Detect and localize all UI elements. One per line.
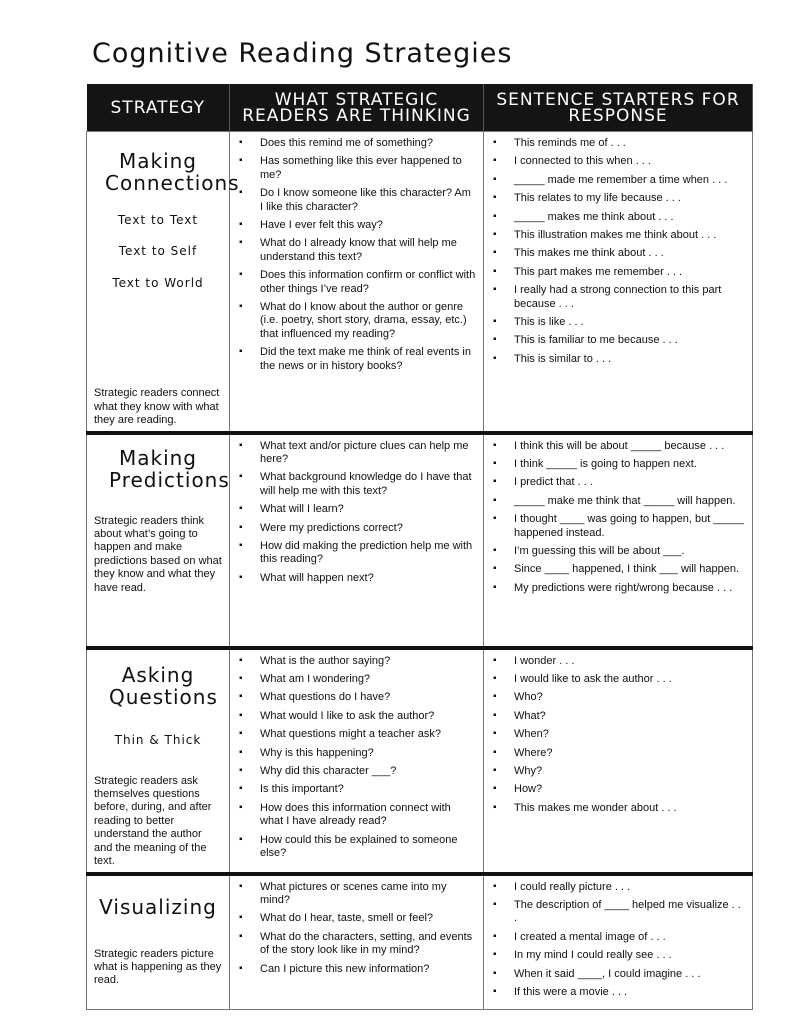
strategy-description: Strategic readers connect what they know with what they are reading. [94,387,220,427]
list-item: ▪ This relates to my life because . . . [493,192,745,205]
section-row-connections [87,132,753,433]
list-item: ▪ How does this information connect with what I have already read? [239,802,476,829]
list-item: ▪ This makes me wonder about . . . [493,802,745,815]
list-item: ▪ What pictures or scenes came into my mind? [239,881,476,908]
strategy-cell [87,132,240,433]
thinking-cell [230,874,484,1010]
strategy-name: Visualizing [99,894,217,919]
list-item: ▪ This illustration makes me think about . . . [493,229,745,242]
list-item: ▪ I think this will be about _____ because . . . [493,440,745,453]
list-item: ▪ Why is this happening? [239,747,476,760]
section-row-visualizing [87,874,753,1010]
strategy-name: Making Predictions [109,445,230,492]
list-item: ▪ When it said ____, I could imagine . . . [493,968,745,981]
list-item: ▪ _____ make me think that _____ will happen. [493,495,745,508]
page-title: Cognitive Reading Strategies [92,38,513,69]
list-item: ▪ I predict that . . . [493,476,745,489]
list-item: ▪ This reminds me of . . . [493,137,745,150]
strategy-cell [87,874,230,1010]
list-item: ▪ What text and/or picture clues can help me here? [239,440,476,467]
list-item: ▪ What would I like to ask the author? [239,710,476,723]
list-item: ▪ Can I picture this new information? [239,963,476,976]
list-item: ▪ Why did this character ___? [239,765,476,778]
thinking-list [231,436,482,595]
strategy-description: Strategic readers ask themselves questions before, during, and after reading to better understand the author and the meaning of the text. [94,774,212,868]
list-item: ▪ What am I wondering? [239,673,476,686]
thinking-list [231,133,482,382]
strategy-subtype: Thin & Thick [114,732,202,747]
list-item: ▪ I wonder . . . [493,655,745,668]
strategy-subtype: Text to Text [117,213,199,227]
starters-cell [484,648,753,874]
section-row-questions [87,648,753,874]
strategy-subtype: Text to World [112,275,204,290]
list-item: ▪ What background knowledge do I have that will help me with this text? [239,471,476,498]
list-item: ▪ What questions might a teacher ask? [239,728,476,741]
list-item: ▪ This makes me think about . . . [493,247,745,260]
list-item: ▪ Has something like this ever happened to me? [239,155,476,182]
starters-list [485,651,751,825]
list-item: ▪ When? [493,728,745,741]
list-item: ▪ How could this be explained to someone else? [239,834,476,861]
strategy-name: Asking Questions [109,662,218,709]
list-item: ▪ _____ made me remember a time when . . . [493,174,745,187]
list-item: ▪ If this were a movie . . . [493,986,745,999]
list-item: ▪ Do I know someone like this character? Am I like this character? [239,187,476,214]
header-row [87,84,753,132]
list-item: ▪ In my mind I could really see . . . [493,949,745,962]
list-item: ▪ Who? [493,691,745,704]
list-item: ▪ What do I already know that will help me understand this text? [239,237,476,264]
thinking-cell [230,132,484,433]
list-item: ▪ Why? [493,765,745,778]
thinking-cell [230,648,484,874]
list-item: ▪ I connected to this when . . . [493,155,745,168]
list-item: ▪ This part makes me remember . . . [493,266,745,279]
starters-list [485,877,751,1009]
list-item: ▪ Does this remind me of something? [239,137,476,150]
list-item: ▪ What is the author saying? [239,655,476,668]
strategy-cell [87,648,230,874]
list-item: ▪ How? [493,783,745,796]
list-item: ▪ My predictions were right/wrong because . . . [493,582,745,595]
list-item: ▪ This is like . . . [493,316,745,329]
list-item: ▪ What will happen next? [239,572,476,585]
header-starters: SENTENCE STARTERS FOR RESPONSE [484,84,753,132]
list-item: ▪ What do I hear, taste, smell or feel? [239,912,476,925]
strategy-name: Making Connections [105,149,240,195]
strategy-description: Strategic readers think about what’s going to happen and make predictions based on what they know and what they have read. [94,514,222,594]
thinking-cell [230,433,484,648]
list-item: ▪ I would like to ask the author . . . [493,673,745,686]
strategy-description: Strategic readers picture what is happening as they read. [94,947,222,987]
list-item: ▪ Have I ever felt this way? [239,219,476,232]
starters-list [485,133,751,375]
list-item: ▪ I could really picture . . . [493,881,745,894]
list-item: ▪ The description of ____ helped me visualize . . . [493,899,745,926]
header-strategy: STRATEGY [87,84,230,132]
thinking-list [231,877,482,985]
starters-list [485,436,751,605]
list-item: ▪ _____ makes me think about . . . [493,211,745,224]
strategy-subtype: Text to Self [118,244,198,259]
list-item: ▪ This is similar to . . . [493,353,745,366]
list-item: ▪ What questions do I have? [239,691,476,704]
strategies-table [86,84,753,1010]
list-item: ▪ I think _____ is going to happen next. [493,458,745,471]
starters-cell [484,132,753,433]
list-item: ▪ Were my predictions correct? [239,522,476,535]
strategy-cell [87,433,230,648]
list-item: ▪ How did making the prediction help me with this reading? [239,540,476,567]
list-item: ▪ Since ____ happened, I think ___ will happen. [493,563,745,576]
list-item: ▪ I really had a strong connection to this part because . . . [493,284,745,311]
list-item: ▪ What? [493,710,745,723]
list-item: ▪ What do the characters, setting, and events of the story look like in my mind? [239,931,476,958]
list-item: ▪ Is this important? [239,783,476,796]
list-item: ▪ This is familiar to me because . . . [493,334,745,347]
list-item: ▪ Where? [493,747,745,760]
list-item: ▪ What will I learn? [239,503,476,516]
list-item: ▪ Did the text make me think of real events in the news or in history books? [239,346,476,373]
list-item: ▪ I’m guessing this will be about ___. [493,545,745,558]
starters-cell [484,874,753,1010]
header-thinking: WHAT STRATEGIC READERS ARE THINKING [230,84,484,132]
list-item: ▪ I created a mental image of . . . [493,931,745,944]
starters-cell [484,433,753,648]
list-item: ▪ I thought ____ was going to happen, but _____ happened instead. [493,513,745,540]
list-item: ▪ Does this information confirm or conflict with other things I’ve read? [239,269,476,296]
thinking-list [231,651,482,870]
list-item: ▪ What do I know about the author or genre (i.e. poetry, short story, drama, essay, etc.) that influenced my reading? [239,301,476,341]
section-row-predictions [87,433,753,648]
